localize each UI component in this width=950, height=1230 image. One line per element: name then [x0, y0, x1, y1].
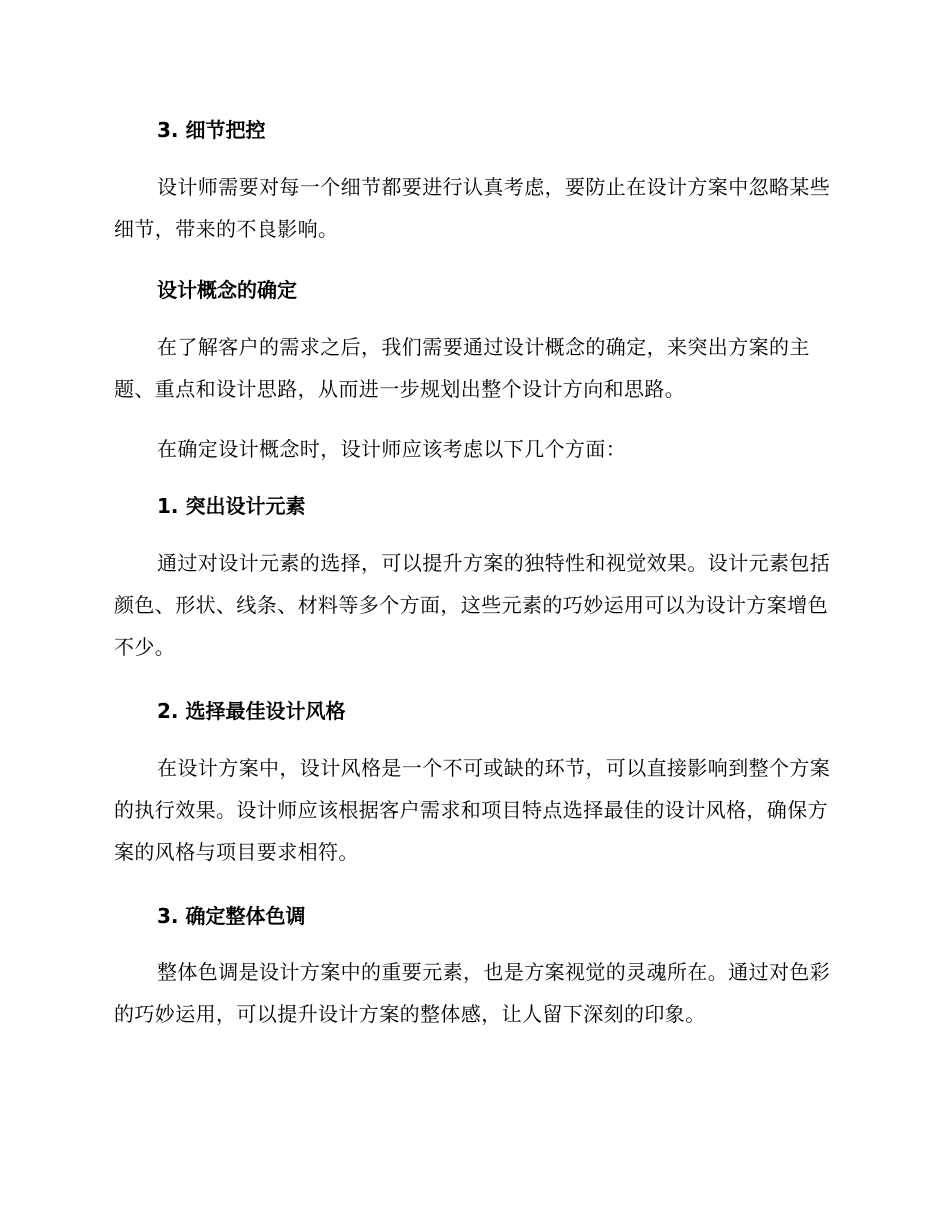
section-heading-detail-control: 3. 细节把控 [157, 118, 266, 142]
paragraph-color-tone: 整体色调是设计方案中的重要元素，也是方案视觉的灵魂所在。通过对色彩的巧妙运用，可以提升设计方案的整体感，让人留下深刻的印象。 [114, 960, 831, 1026]
section-heading-color-tone: 3. 确定整体色调 [157, 904, 306, 928]
section-heading-highlight-elements: 1. 突出设计元素 [157, 494, 306, 518]
paragraph-design-concept-aspects: 在确定设计概念时，设计师应该考虑以下几个方面： [157, 437, 627, 461]
paragraph-highlight-elements: 通过对设计元素的选择，可以提升方案的独特性和视觉效果。设计元素包括颜色、形状、线条、材料等多个方面，这些元素的巧妙运用可以为设计方案增色不少。 [114, 551, 831, 659]
section-heading-design-style: 2. 选择最佳设计风格 [157, 699, 346, 723]
paragraph-detail-control: 设计师需要对每一个细节都要进行认真考虑，要防止在设计方案中忽略某些细节，带来的不良影响。 [114, 175, 831, 241]
paragraph-design-concept-intro: 在了解客户的需求之后，我们需要通过设计概念的确定，来突出方案的主题、重点和设计思路，从而进一步规划出整个设计方向和思路。 [114, 335, 810, 401]
section-heading-design-concept: 设计概念的确定 [157, 278, 297, 302]
paragraph-design-style: 在设计方案中，设计风格是一个不可或缺的环节，可以直接影响到整个方案的执行效果。设计师应该根据客户需求和项目特点选择最佳的设计风格，确保方案的风格与项目要求相符。 [114, 756, 831, 864]
